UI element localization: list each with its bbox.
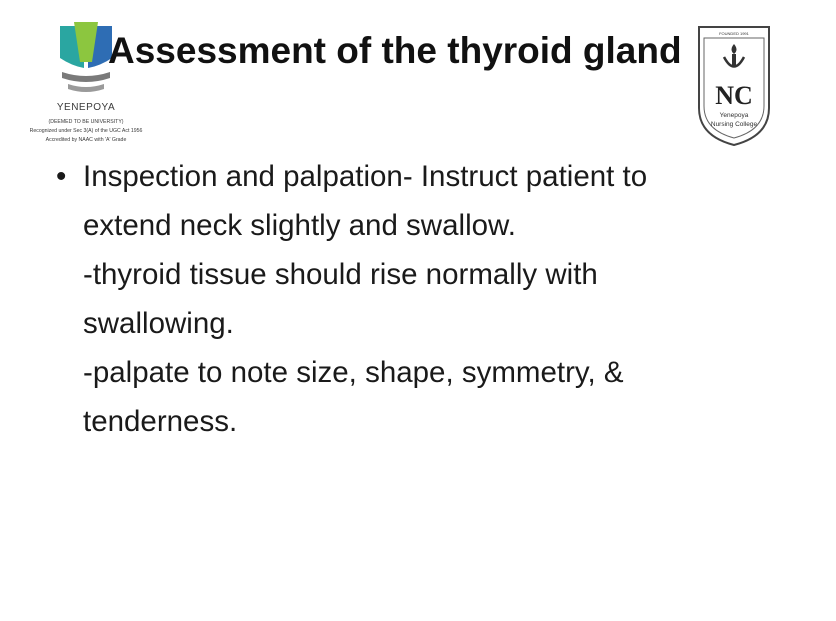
- university-accreditation: Accredited by NAAC with 'A' Grade: [45, 137, 127, 143]
- bullet-line: Inspection and palpation- Instruct patient to: [83, 160, 648, 193]
- college-name-line1: Yenepoya: [719, 112, 749, 119]
- svg-text:NC: NC: [715, 81, 753, 110]
- university-status: (DEEMED TO BE UNIVERSITY): [48, 119, 124, 125]
- college-founded-text: FOUNDED 1991: [719, 31, 749, 36]
- bullet-line: extend neck slightly and swallow.: [83, 209, 516, 242]
- nursing-college-emblem-icon: [696, 24, 772, 148]
- slide-title: Assessment of the thyroid gland: [108, 30, 682, 71]
- slide-body: [56, 152, 776, 446]
- bullet-line: -thyroid tissue should rise normally with: [83, 258, 598, 291]
- bullet-marker: •: [56, 160, 67, 193]
- bullet-line: tenderness.: [83, 405, 238, 438]
- college-name-line2: Nursing College: [710, 121, 758, 128]
- bullet-line: swallowing.: [83, 307, 234, 340]
- bullet-line: -palpate to note size, shape, symmetry, &: [83, 356, 624, 389]
- university-name: YENEPOYA: [56, 102, 116, 113]
- nursing-college-logo: [696, 24, 772, 148]
- bullet-item: [56, 152, 776, 446]
- university-recognition: Recognized under Sec 3(A) of the UGC Act 1956: [29, 128, 143, 134]
